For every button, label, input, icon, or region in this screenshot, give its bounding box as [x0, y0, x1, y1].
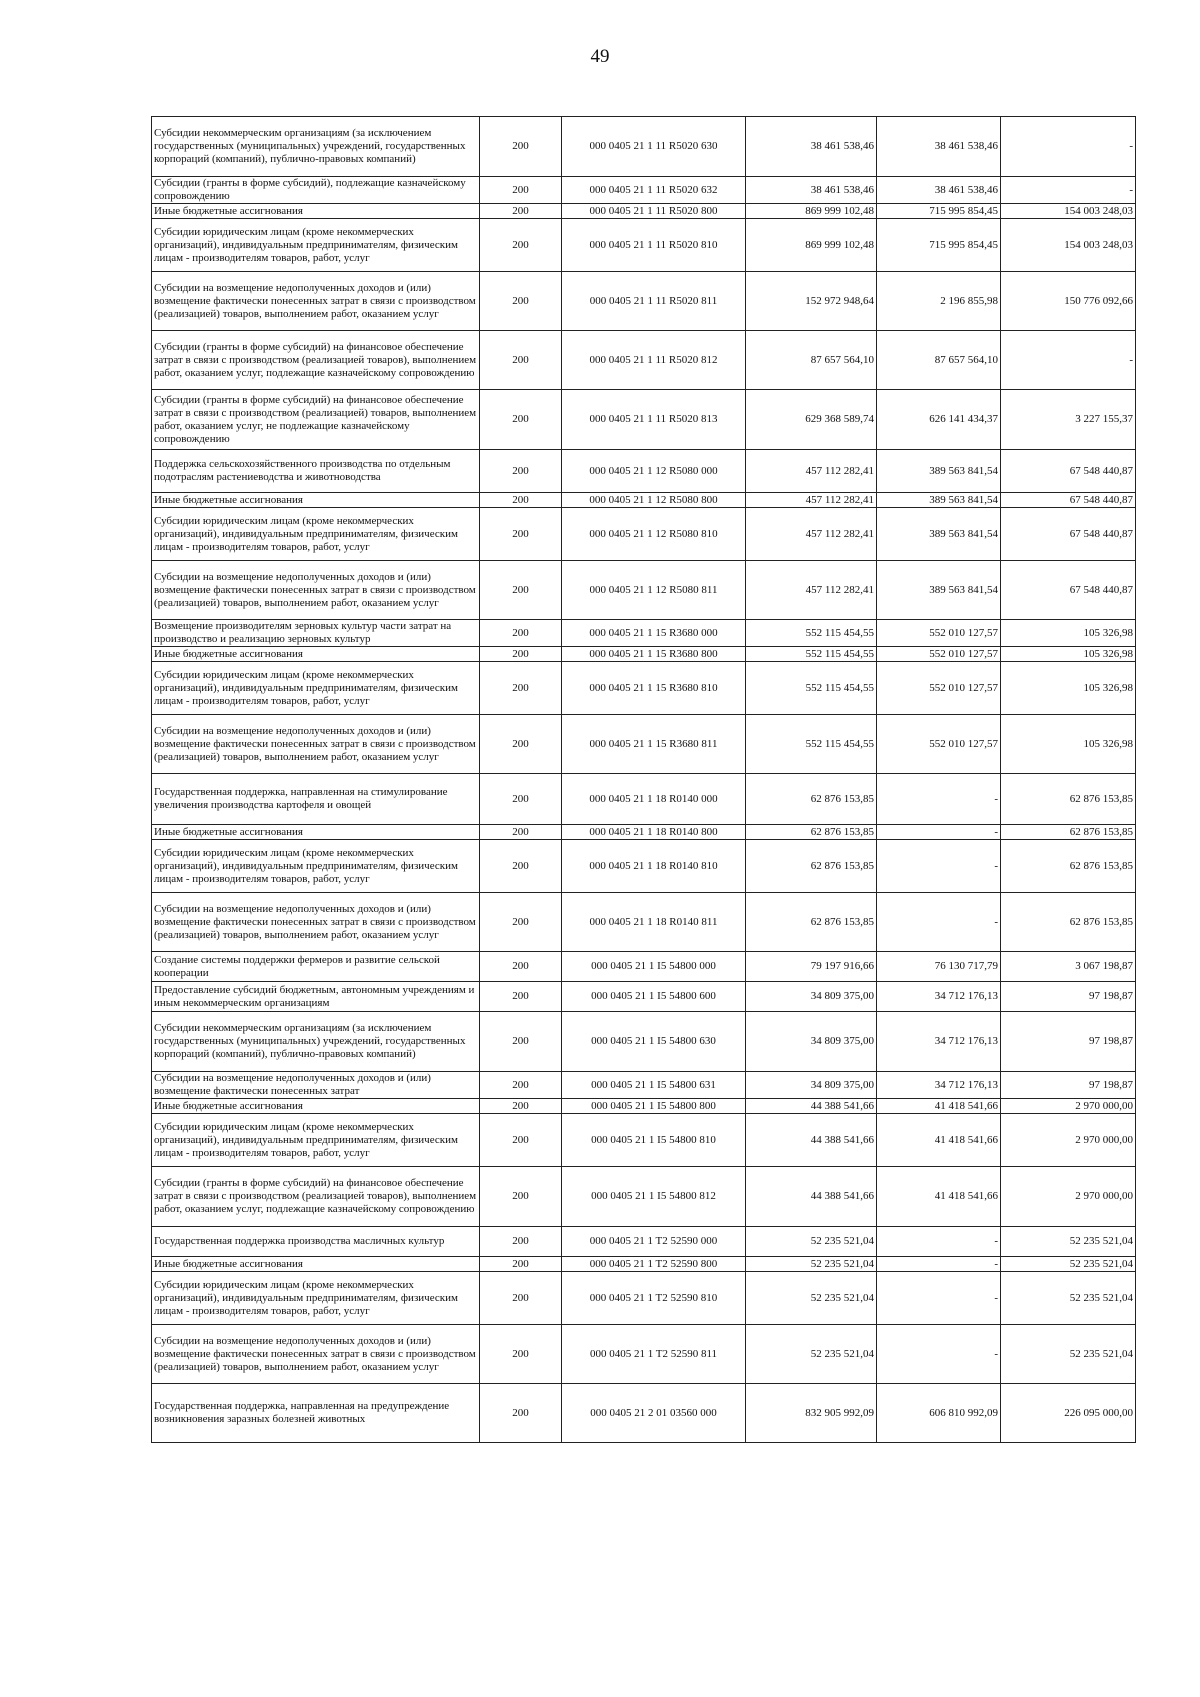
row-value-2: -: [877, 1227, 1001, 1257]
row-value-1: 552 115 454,55: [746, 715, 877, 774]
table-row: [152, 893, 1136, 952]
row-value-1: 457 112 282,41: [746, 508, 877, 561]
row-value-2: 87 657 564,10: [877, 331, 1001, 390]
row-value-1: 552 115 454,55: [746, 620, 877, 647]
table-row: [152, 1099, 1136, 1114]
row-value-2: 34 712 176,13: [877, 1012, 1001, 1072]
row-value-1: 152 972 948,64: [746, 272, 877, 331]
row-value-2: 38 461 538,46: [877, 117, 1001, 177]
row-value-3: -: [1001, 331, 1136, 390]
row-value-3: 52 235 521,04: [1001, 1257, 1136, 1272]
row-value-2: 41 418 541,66: [877, 1099, 1001, 1114]
row-value-1: 552 115 454,55: [746, 647, 877, 662]
row-code: 200: [480, 493, 562, 508]
row-value-1: 832 905 992,09: [746, 1384, 877, 1443]
table-row: [152, 774, 1136, 825]
row-value-3: -: [1001, 117, 1136, 177]
row-classification: 000 0405 21 1 15 R3680 800: [562, 647, 746, 662]
row-code: 200: [480, 620, 562, 647]
row-name: Субсидии юридическим лицам (кроме некоммерческих организаций), индивидуальным предпринимателям, физическим лицам - производителям товаров, работ, услуг: [152, 840, 480, 893]
row-value-3: 2 970 000,00: [1001, 1114, 1136, 1167]
row-classification: 000 0405 21 1 I5 54800 812: [562, 1167, 746, 1227]
row-classification: 000 0405 21 1 T2 52590 800: [562, 1257, 746, 1272]
row-code: 200: [480, 715, 562, 774]
row-value-3: 97 198,87: [1001, 1072, 1136, 1099]
row-value-2: 34 712 176,13: [877, 1072, 1001, 1099]
row-value-2: 389 563 841,54: [877, 450, 1001, 493]
table-row: [152, 1325, 1136, 1384]
row-code: 200: [480, 1325, 562, 1384]
row-name: Иные бюджетные ассигнования: [152, 493, 480, 508]
row-code: 200: [480, 1257, 562, 1272]
row-value-2: 41 418 541,66: [877, 1114, 1001, 1167]
row-code: 200: [480, 825, 562, 840]
row-name: Государственная поддержка, направленная на предупреждение возникновения заразных болезней животных: [152, 1384, 480, 1443]
row-code: 200: [480, 1384, 562, 1443]
row-value-2: 552 010 127,57: [877, 662, 1001, 715]
row-name: Субсидии на возмещение недополученных доходов и (или) возмещение фактически понесенных затрат: [152, 1072, 480, 1099]
row-code: 200: [480, 1099, 562, 1114]
row-value-1: 869 999 102,48: [746, 219, 877, 272]
page-number: 49: [590, 46, 610, 67]
row-value-3: 62 876 153,85: [1001, 893, 1136, 952]
row-value-3: 105 326,98: [1001, 662, 1136, 715]
table-row: [152, 219, 1136, 272]
row-code: 200: [480, 390, 562, 450]
row-classification: 000 0405 21 1 I5 54800 810: [562, 1114, 746, 1167]
row-code: 200: [480, 508, 562, 561]
row-code: 200: [480, 177, 562, 204]
row-value-2: 715 995 854,45: [877, 204, 1001, 219]
row-value-1: 62 876 153,85: [746, 825, 877, 840]
row-name: Субсидии (гранты в форме субсидий) на финансовое обеспечение затрат в связи с производством (реализацией товаров), выполнением работ, оказанием услуг, подлежащие казначейскому сопровождению: [152, 1167, 480, 1227]
row-name: Субсидии юридическим лицам (кроме некоммерческих организаций), индивидуальным предпринимателям, физическим лицам - производителям товаров, работ, услуг: [152, 1272, 480, 1325]
table-row: [152, 204, 1136, 219]
row-classification: 000 0405 21 1 I5 54800 631: [562, 1072, 746, 1099]
table-row: [152, 1272, 1136, 1325]
row-value-3: 154 003 248,03: [1001, 219, 1136, 272]
row-name: Предоставление субсидий бюджетным, автономным учреждениям и иным некоммерческим организациям: [152, 982, 480, 1012]
table-row: [152, 825, 1136, 840]
row-name: Иные бюджетные ассигнования: [152, 1099, 480, 1114]
row-value-1: 34 809 375,00: [746, 982, 877, 1012]
row-value-1: 44 388 541,66: [746, 1167, 877, 1227]
table-row: [152, 508, 1136, 561]
row-name: Субсидии на возмещение недополученных доходов и (или) возмещение фактически понесенных затрат в связи с производством (реализацией) товаров, выполнением работ, оказанием услуг: [152, 893, 480, 952]
row-name: Субсидии (гранты в форме субсидий) на финансовое обеспечение затрат в связи с производством (реализацией) товаров, выполнением работ, оказанием услуг, не подлежащие казначейскому сопровождению: [152, 390, 480, 450]
row-classification: 000 0405 21 1 15 R3680 810: [562, 662, 746, 715]
row-value-3: 67 548 440,87: [1001, 450, 1136, 493]
row-name: Поддержка сельскохозяйственного производства по отдельным подотраслям растениеводства и животноводства: [152, 450, 480, 493]
row-value-1: 87 657 564,10: [746, 331, 877, 390]
row-value-3: 52 235 521,04: [1001, 1325, 1136, 1384]
row-classification: 000 0405 21 1 12 R5080 800: [562, 493, 746, 508]
row-value-1: 38 461 538,46: [746, 177, 877, 204]
row-code: 200: [480, 1012, 562, 1072]
row-classification: 000 0405 21 1 11 R5020 632: [562, 177, 746, 204]
row-classification: 000 0405 21 1 11 R5020 630: [562, 117, 746, 177]
row-name: Субсидии юридическим лицам (кроме некоммерческих организаций), индивидуальным предпринимателям, физическим лицам - производителям товаров, работ, услуг: [152, 662, 480, 715]
row-classification: 000 0405 21 1 12 R5080 810: [562, 508, 746, 561]
row-value-1: 79 197 916,66: [746, 952, 877, 982]
row-name: Иные бюджетные ассигнования: [152, 1257, 480, 1272]
row-value-2: 2 196 855,98: [877, 272, 1001, 331]
row-code: 200: [480, 561, 562, 620]
row-code: 200: [480, 1227, 562, 1257]
row-value-2: 626 141 434,37: [877, 390, 1001, 450]
table-row: [152, 1227, 1136, 1257]
row-value-2: 389 563 841,54: [877, 508, 1001, 561]
row-code: 200: [480, 647, 562, 662]
row-code: 200: [480, 952, 562, 982]
table-row: [152, 561, 1136, 620]
table-row: [152, 177, 1136, 204]
row-value-2: 389 563 841,54: [877, 493, 1001, 508]
row-value-3: 150 776 092,66: [1001, 272, 1136, 331]
row-classification: 000 0405 21 1 11 R5020 812: [562, 331, 746, 390]
row-value-3: 62 876 153,85: [1001, 825, 1136, 840]
row-name: Субсидии на возмещение недополученных доходов и (или) возмещение фактически понесенных затрат в связи с производством (реализацией) товаров, выполнением работ, оказанием услуг: [152, 561, 480, 620]
row-name: Субсидии юридическим лицам (кроме некоммерческих организаций), индивидуальным предпринимателям, физическим лицам - производителям товаров, работ, услуг: [152, 508, 480, 561]
row-classification: 000 0405 21 1 15 R3680 811: [562, 715, 746, 774]
row-value-2: -: [877, 1257, 1001, 1272]
row-name: Государственная поддержка производства масличных культур: [152, 1227, 480, 1257]
row-code: 200: [480, 204, 562, 219]
row-value-2: 552 010 127,57: [877, 647, 1001, 662]
row-name: Субсидии юридическим лицам (кроме некоммерческих организаций), индивидуальным предпринимателям, физическим лицам - производителям товаров, работ, услуг: [152, 1114, 480, 1167]
row-classification: 000 0405 21 1 18 R0140 811: [562, 893, 746, 952]
table-row: [152, 952, 1136, 982]
row-classification: 000 0405 21 1 I5 54800 000: [562, 952, 746, 982]
row-name: Субсидии юридическим лицам (кроме некоммерческих организаций), индивидуальным предпринимателям, физическим лицам - производителям товаров, работ, услуг: [152, 219, 480, 272]
row-value-2: 38 461 538,46: [877, 177, 1001, 204]
row-code: 200: [480, 331, 562, 390]
row-value-3: 154 003 248,03: [1001, 204, 1136, 219]
row-value-2: -: [877, 893, 1001, 952]
row-name: Иные бюджетные ассигнования: [152, 825, 480, 840]
row-value-1: 38 461 538,46: [746, 117, 877, 177]
row-value-1: 34 809 375,00: [746, 1012, 877, 1072]
row-value-1: 52 235 521,04: [746, 1257, 877, 1272]
row-value-3: 67 548 440,87: [1001, 493, 1136, 508]
row-code: 200: [480, 982, 562, 1012]
row-classification: 000 0405 21 1 I5 54800 800: [562, 1099, 746, 1114]
row-name: Иные бюджетные ассигнования: [152, 647, 480, 662]
row-classification: 000 0405 21 1 I5 54800 600: [562, 982, 746, 1012]
row-value-3: 52 235 521,04: [1001, 1272, 1136, 1325]
row-name: Субсидии (гранты в форме субсидий) на финансовое обеспечение затрат в связи с производством (реализацией товаров), выполнением работ, оказанием услуг, подлежащие казначейскому сопровождению: [152, 331, 480, 390]
row-value-1: 869 999 102,48: [746, 204, 877, 219]
row-value-3: 97 198,87: [1001, 1012, 1136, 1072]
row-value-2: 41 418 541,66: [877, 1167, 1001, 1227]
row-name: Государственная поддержка, направленная на стимулирование увеличения производства картофеля и овощей: [152, 774, 480, 825]
budget-table-body: [152, 117, 1136, 1443]
row-value-1: 34 809 375,00: [746, 1072, 877, 1099]
row-classification: 000 0405 21 1 12 R5080 811: [562, 561, 746, 620]
row-code: 200: [480, 1167, 562, 1227]
row-code: 200: [480, 117, 562, 177]
row-value-3: 3 227 155,37: [1001, 390, 1136, 450]
row-classification: 000 0405 21 1 I5 54800 630: [562, 1012, 746, 1072]
row-value-3: 97 198,87: [1001, 982, 1136, 1012]
table-row: [152, 1167, 1136, 1227]
row-classification: 000 0405 21 1 11 R5020 810: [562, 219, 746, 272]
row-value-2: -: [877, 1272, 1001, 1325]
row-classification: 000 0405 21 1 18 R0140 810: [562, 840, 746, 893]
row-value-1: 457 112 282,41: [746, 561, 877, 620]
row-value-3: 105 326,98: [1001, 647, 1136, 662]
row-code: 200: [480, 272, 562, 331]
row-value-3: 52 235 521,04: [1001, 1227, 1136, 1257]
table-row: [152, 331, 1136, 390]
table-row: [152, 1114, 1136, 1167]
row-value-3: 2 970 000,00: [1001, 1099, 1136, 1114]
row-classification: 000 0405 21 1 11 R5020 800: [562, 204, 746, 219]
table-row: [152, 620, 1136, 647]
row-name: Субсидии на возмещение недополученных доходов и (или) возмещение фактически понесенных затрат в связи с производством (реализацией) товаров, выполнением работ, оказанием услуг: [152, 715, 480, 774]
row-value-1: 62 876 153,85: [746, 893, 877, 952]
row-name: Создание системы поддержки фермеров и развитие сельской кооперации: [152, 952, 480, 982]
row-value-2: 606 810 992,09: [877, 1384, 1001, 1443]
row-classification: 000 0405 21 1 12 R5080 000: [562, 450, 746, 493]
row-name: Субсидии некоммерческим организациям (за исключением государственных (муниципальных) учреждений, государственных корпораций (компаний), публично-правовых компаний): [152, 1012, 480, 1072]
row-value-2: 34 712 176,13: [877, 982, 1001, 1012]
row-value-1: 52 235 521,04: [746, 1325, 877, 1384]
table-row: [152, 662, 1136, 715]
row-value-3: 3 067 198,87: [1001, 952, 1136, 982]
row-value-3: 105 326,98: [1001, 620, 1136, 647]
row-classification: 000 0405 21 1 T2 52590 811: [562, 1325, 746, 1384]
table-row: [152, 840, 1136, 893]
row-value-1: 44 388 541,66: [746, 1114, 877, 1167]
row-value-3: 105 326,98: [1001, 715, 1136, 774]
row-value-3: 67 548 440,87: [1001, 508, 1136, 561]
row-value-3: 226 095 000,00: [1001, 1384, 1136, 1443]
row-value-1: 552 115 454,55: [746, 662, 877, 715]
table-row: [152, 390, 1136, 450]
row-code: 200: [480, 1114, 562, 1167]
row-value-1: 457 112 282,41: [746, 493, 877, 508]
table-row: [152, 1384, 1136, 1443]
row-value-2: -: [877, 825, 1001, 840]
row-value-2: -: [877, 1325, 1001, 1384]
row-value-1: 62 876 153,85: [746, 840, 877, 893]
row-value-3: 62 876 153,85: [1001, 774, 1136, 825]
row-value-1: 457 112 282,41: [746, 450, 877, 493]
row-name: Субсидии на возмещение недополученных доходов и (или) возмещение фактически понесенных затрат в связи с производством (реализацией) товаров, выполнением работ, оказанием услуг: [152, 1325, 480, 1384]
row-classification: 000 0405 21 1 15 R3680 000: [562, 620, 746, 647]
row-value-1: 629 368 589,74: [746, 390, 877, 450]
table-row: [152, 1072, 1136, 1099]
row-value-1: 62 876 153,85: [746, 774, 877, 825]
table-row: [152, 272, 1136, 331]
table-row: [152, 715, 1136, 774]
row-code: 200: [480, 840, 562, 893]
row-name: Возмещение производителям зерновых культур части затрат на производство и реализацию зерновых культур: [152, 620, 480, 647]
row-value-2: 389 563 841,54: [877, 561, 1001, 620]
row-classification: 000 0405 21 1 18 R0140 000: [562, 774, 746, 825]
row-name: Субсидии (гранты в форме субсидий), подлежащие казначейскому сопровождению: [152, 177, 480, 204]
row-value-2: -: [877, 774, 1001, 825]
row-code: 200: [480, 893, 562, 952]
table-row: [152, 493, 1136, 508]
budget-table: [151, 116, 1136, 1443]
row-code: 200: [480, 662, 562, 715]
row-code: 200: [480, 1272, 562, 1325]
row-value-3: 2 970 000,00: [1001, 1167, 1136, 1227]
table-row: [152, 117, 1136, 177]
row-code: 200: [480, 1072, 562, 1099]
row-classification: 000 0405 21 1 T2 52590 810: [562, 1272, 746, 1325]
row-classification: 000 0405 21 1 T2 52590 000: [562, 1227, 746, 1257]
row-code: 200: [480, 219, 562, 272]
row-value-2: -: [877, 840, 1001, 893]
row-code: 200: [480, 774, 562, 825]
row-value-1: 52 235 521,04: [746, 1272, 877, 1325]
row-value-3: 62 876 153,85: [1001, 840, 1136, 893]
table-row: [152, 1257, 1136, 1272]
row-classification: 000 0405 21 1 11 R5020 813: [562, 390, 746, 450]
row-value-2: 552 010 127,57: [877, 715, 1001, 774]
row-value-2: 76 130 717,79: [877, 952, 1001, 982]
row-value-3: 67 548 440,87: [1001, 561, 1136, 620]
table-row: [152, 647, 1136, 662]
row-classification: 000 0405 21 1 11 R5020 811: [562, 272, 746, 331]
row-value-2: 715 995 854,45: [877, 219, 1001, 272]
row-value-3: -: [1001, 177, 1136, 204]
row-classification: 000 0405 21 1 18 R0140 800: [562, 825, 746, 840]
row-classification: 000 0405 21 2 01 03560 000: [562, 1384, 746, 1443]
row-name: Субсидии на возмещение недополученных доходов и (или) возмещение фактически понесенных затрат в связи с производством (реализацией) товаров, выполнением работ, оказанием услуг: [152, 272, 480, 331]
row-value-2: 552 010 127,57: [877, 620, 1001, 647]
table-row: [152, 450, 1136, 493]
row-name: Иные бюджетные ассигнования: [152, 204, 480, 219]
row-name: Субсидии некоммерческим организациям (за исключением государственных (муниципальных) учреждений, государственных корпораций (компаний), публично-правовых компаний): [152, 117, 480, 177]
row-value-1: 52 235 521,04: [746, 1227, 877, 1257]
table-row: [152, 982, 1136, 1012]
row-value-1: 44 388 541,66: [746, 1099, 877, 1114]
table-row: [152, 1012, 1136, 1072]
row-code: 200: [480, 450, 562, 493]
